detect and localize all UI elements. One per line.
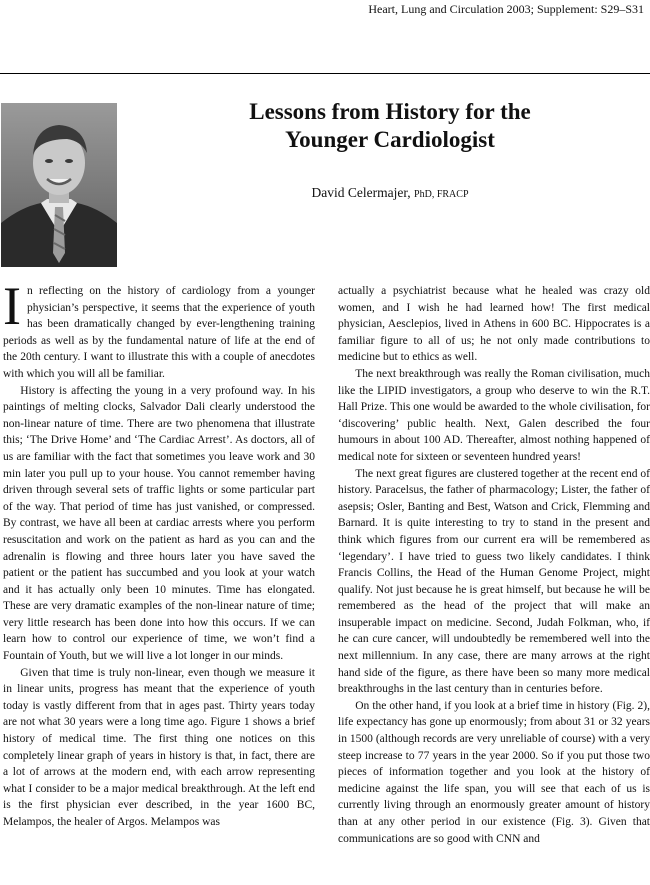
journal-citation: Heart, Lung and Circulation 2003; Supplement: S29–S31 [368, 2, 644, 16]
paragraph-5: The next breakthrough was really the Roman civilisation, much like the LIPID investigators, a group who deserve to win the R.T. Hall Prize. This one would be awarded to the whole civilisation, for ‘discovering’ public health. Next, Galen described the four humours in about 100 AD. Thereafter, almost nothing happened of medical note for sixteen or seventeen hundred years! [338, 367, 650, 463]
paragraph-6: The next great figures are clustered together at the recent end of history. Paracelsus, the father of pharmacology; Lister, the father of asepsis; Osler, Banting and Best, Watson and Crick, Flemming and Barnard. It is quite interesting to try to stand in the present and think which figures from our current era will be remembered as ‘legendary’. I have tried to guess two likely candidates. I think Francis Collins, the Head of the Human Genome Project, might qualify. Not just because he is great himself, but because he will be remembered as the head of the project that will make an insuperable impact on medicine. Second, Judah Folkman, who, if he can cure cancer, will undoubtedly be remembered well into the next millennium. In any case, there are many arrows at the right hand side of the figure, as there have been so many more medical breakthroughs in the last century than in centuries before. [338, 467, 650, 696]
paragraph-7: On the other hand, if you look at a brief time in history (Fig. 2), life expectancy has gone up enormously; from about 31 or 32 years in 1500 (although records are very unreliable of course) with a very steep increase to 77 years in the year 2000. So if you put those two pieces of information together and you look at the history of medicine against the life span, you will see that each of us is currently living through an enormously greater amount of history than at any other period in our existence (Fig. 3). Given that communications are so good with CNN and [338, 699, 650, 845]
paragraph-4: actually a psychiatrist because what he healed was crazy old women, and I wish he had learned how! The first medical physician, Aesclepios, lived in Athens in 600 BC. Hippocrates is a familiar figure to all of us; he not only made contributions to medicine but to ethics as well. [338, 285, 650, 364]
paragraph-1 [3, 276, 315, 383]
author-photo [1, 103, 117, 267]
header-rule [0, 73, 650, 74]
paragraph-3: Given that time is truly non-linear, even though we measure it in linear units, progress has meant that the experience of youth today is vastly different from that in ages past. Thirty years today are not what 30 years were a long time ago. Figure 1 shows a brief history of medical time. The first thing one notices on this completely linear graph of years in history is that, in fact, there are a lot of arrows at the modern end, with each arrow representing what I consider to be a major medical breakthrough. At the left end is the first physician ever described, in the year 1600 BC, Melampos, the healer of Argos. Melampos was [3, 666, 315, 828]
title-line-2: Younger Cardiologist [285, 127, 495, 152]
author-degrees: PhD, FRACP [414, 189, 469, 200]
author-name: David Celermajer, [311, 185, 411, 200]
paragraph-1-text: n reflecting on the history of cardiology from a younger physician’s perspective, it seems that the experience of youth has been dramatically changed by ever-lengthening training periods as well as by the fundamental nature of life at the end of the 20th century. I want to illustrate this with a couple of anecdotes with which you will all be familiar. [3, 285, 315, 380]
right-column [338, 283, 650, 847]
article-title [150, 98, 630, 154]
author-byline [150, 184, 630, 204]
left-column [3, 276, 315, 831]
paragraph-2: History is affecting the young in a very profound way. In his paintings of melting clocks, Salvador Dali clearly understood the non-linear nature of time. There are two phenomena that illustrate this; ‘The Drive Home’ and ‘The Cardiac Arrest’. As doctors, all of us are familiar with the fact that sometimes you leave work and 30 min later you pull up to your house. You cannot remember having driven through several sets of traffic lights or some particular part of the way. That period of time has just vanished, or compressed. By contrast, we have all been at cardiac arrests where you perform resuscitation and work on the patient as hard as you can and the adrenalin is flowing and three hours later you have saved the patient or the patient has succumbed and you look at your watch and it has actually only been 10 minutes. Time has elongated. These are very dramatic examples of the non-linear nature of time; very little research has been done into how this occurs. If we can learn how to control our experience of time, we won’t find a Fountain of Youth, but we will live a lot longer in our minds. [3, 384, 315, 663]
title-line-1: Lessons from History for the [249, 99, 531, 124]
drop-cap: I [3, 276, 21, 336]
